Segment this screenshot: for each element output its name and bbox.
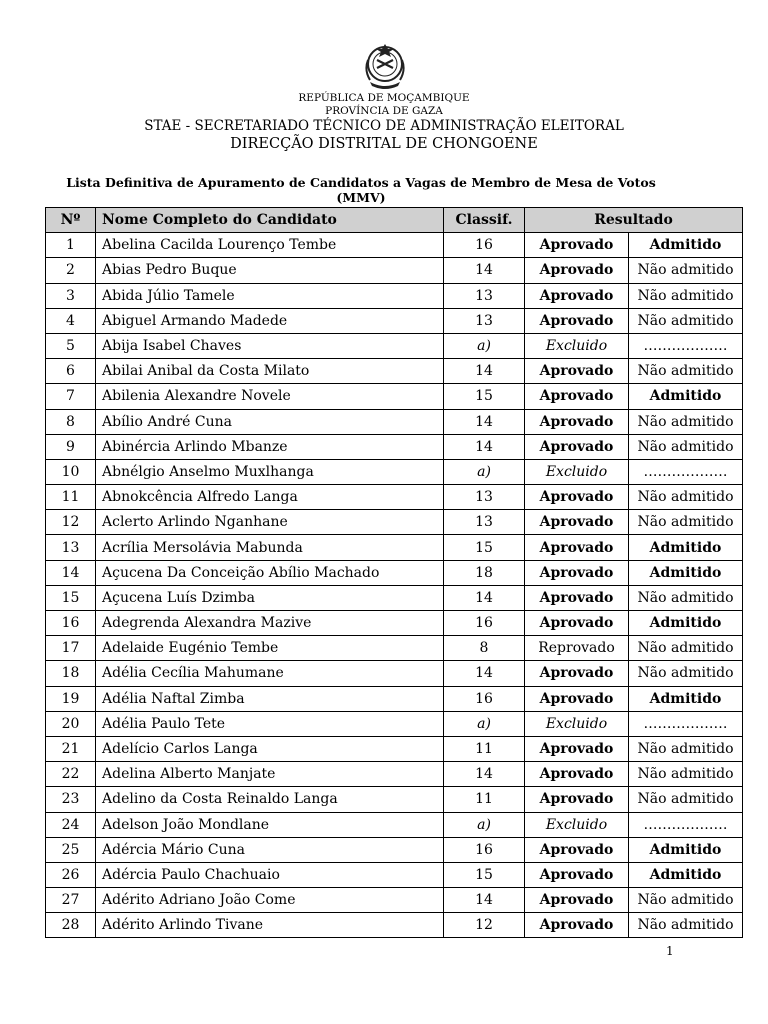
row-classification: 11 bbox=[444, 736, 525, 761]
row-number: 1 bbox=[46, 233, 96, 258]
row-number: 4 bbox=[46, 308, 96, 333]
row-result: Aprovado bbox=[525, 560, 629, 585]
row-name: Abiguel Armando Madede bbox=[96, 308, 444, 333]
row-admission: Não admitido bbox=[629, 359, 743, 384]
table-row bbox=[46, 711, 743, 736]
row-result: Aprovado bbox=[525, 736, 629, 761]
row-admission: Não admitido bbox=[629, 636, 743, 661]
row-result: Aprovado bbox=[525, 283, 629, 308]
row-name: Abílio André Cuna bbox=[96, 409, 444, 434]
row-classification: 11 bbox=[444, 787, 525, 812]
table-row bbox=[46, 333, 743, 358]
row-classification: 14 bbox=[444, 409, 525, 434]
col-header-name: Nome Completo do Candidato bbox=[96, 208, 444, 233]
table-row bbox=[46, 308, 743, 333]
row-admission: Não admitido bbox=[629, 409, 743, 434]
row-admission: ……………… bbox=[629, 459, 743, 484]
table-row bbox=[46, 585, 743, 610]
row-result: Aprovado bbox=[525, 837, 629, 862]
row-result: Aprovado bbox=[525, 258, 629, 283]
row-classification: 14 bbox=[444, 888, 525, 913]
row-name: Abnokcência Alfredo Langa bbox=[96, 485, 444, 510]
row-name: Adelaide Eugénio Tembe bbox=[96, 636, 444, 661]
row-name: Abelina Cacilda Lourenço Tembe bbox=[96, 233, 444, 258]
row-number: 17 bbox=[46, 636, 96, 661]
row-name: Abilai Anibal da Costa Milato bbox=[96, 359, 444, 384]
table-row bbox=[46, 762, 743, 787]
row-number: 14 bbox=[46, 560, 96, 585]
row-name: Adérito Adriano João Come bbox=[96, 888, 444, 913]
row-admission: Não admitido bbox=[629, 762, 743, 787]
row-name: Abida Júlio Tamele bbox=[96, 283, 444, 308]
row-number: 26 bbox=[46, 862, 96, 887]
table-row bbox=[46, 510, 743, 535]
row-admission: Não admitido bbox=[629, 308, 743, 333]
row-name: Aclerto Arlindo Nganhane bbox=[96, 510, 444, 535]
table-row bbox=[46, 787, 743, 812]
row-admission: Não admitido bbox=[629, 585, 743, 610]
row-name: Adélia Naftal Zimba bbox=[96, 686, 444, 711]
row-result: Aprovado bbox=[525, 862, 629, 887]
row-admission: ……………… bbox=[629, 812, 743, 837]
row-name: Acrília Mersolávia Mabunda bbox=[96, 535, 444, 560]
row-number: 22 bbox=[46, 762, 96, 787]
table-row bbox=[46, 837, 743, 862]
table-row bbox=[46, 434, 743, 459]
row-admission: Não admitido bbox=[629, 736, 743, 761]
row-admission: Não admitido bbox=[629, 510, 743, 535]
row-number: 9 bbox=[46, 434, 96, 459]
row-number: 8 bbox=[46, 409, 96, 434]
row-classification: 15 bbox=[444, 384, 525, 409]
row-result: Aprovado bbox=[525, 787, 629, 812]
header-directorate: DIRECÇÃO DISTRITAL DE CHONGOENE bbox=[230, 136, 538, 152]
row-classification: 12 bbox=[444, 913, 525, 938]
row-result: Aprovado bbox=[525, 308, 629, 333]
row-result: Reprovado bbox=[525, 636, 629, 661]
row-classification: 16 bbox=[444, 233, 525, 258]
table-row bbox=[46, 409, 743, 434]
row-result: Aprovado bbox=[525, 913, 629, 938]
row-name: Abilenia Alexandre Novele bbox=[96, 384, 444, 409]
row-number: 28 bbox=[46, 913, 96, 938]
row-classification: 14 bbox=[444, 762, 525, 787]
row-classification: 15 bbox=[444, 862, 525, 887]
table-row bbox=[46, 686, 743, 711]
row-name: Açucena Luís Dzimba bbox=[96, 585, 444, 610]
row-number: 3 bbox=[46, 283, 96, 308]
row-name: Adegrenda Alexandra Mazive bbox=[96, 611, 444, 636]
table-row bbox=[46, 258, 743, 283]
row-number: 12 bbox=[46, 510, 96, 535]
candidates-table bbox=[45, 207, 743, 938]
row-classification: 13 bbox=[444, 308, 525, 333]
row-result: Aprovado bbox=[525, 661, 629, 686]
row-result: Excluido bbox=[525, 333, 629, 358]
row-classification: 16 bbox=[444, 686, 525, 711]
col-header-result: Resultado bbox=[525, 208, 743, 233]
row-number: 11 bbox=[46, 485, 96, 510]
row-name: Adélia Cecília Mahumane bbox=[96, 661, 444, 686]
row-admission: ……………… bbox=[629, 333, 743, 358]
row-number: 13 bbox=[46, 535, 96, 560]
col-header-number: Nº bbox=[46, 208, 96, 233]
table-body bbox=[46, 233, 743, 938]
header-province: PROVÍNCIA DE GAZA bbox=[325, 105, 443, 117]
row-classification: a) bbox=[444, 711, 525, 736]
row-admission: Não admitido bbox=[629, 787, 743, 812]
row-classification: 16 bbox=[444, 611, 525, 636]
table-row bbox=[46, 283, 743, 308]
table-row bbox=[46, 661, 743, 686]
row-admission: Não admitido bbox=[629, 661, 743, 686]
row-classification: 18 bbox=[444, 560, 525, 585]
row-admission: Admitido bbox=[629, 535, 743, 560]
table-row bbox=[46, 736, 743, 761]
row-classification: 16 bbox=[444, 837, 525, 862]
row-admission: Não admitido bbox=[629, 283, 743, 308]
row-result: Aprovado bbox=[525, 409, 629, 434]
row-number: 27 bbox=[46, 888, 96, 913]
row-result: Aprovado bbox=[525, 233, 629, 258]
table-row bbox=[46, 359, 743, 384]
row-name: Adérito Arlindo Tivane bbox=[96, 913, 444, 938]
national-emblem-icon bbox=[358, 40, 412, 92]
row-admission: Admitido bbox=[629, 611, 743, 636]
row-name: Adércia Paulo Chachuaio bbox=[96, 862, 444, 887]
table-row bbox=[46, 888, 743, 913]
row-number: 2 bbox=[46, 258, 96, 283]
row-classification: 14 bbox=[444, 359, 525, 384]
table-row bbox=[46, 862, 743, 887]
page-number: 1 bbox=[666, 944, 674, 958]
row-result: Aprovado bbox=[525, 535, 629, 560]
col-header-classification: Classif. bbox=[444, 208, 525, 233]
table-row bbox=[46, 611, 743, 636]
row-classification: 14 bbox=[444, 434, 525, 459]
row-result: Aprovado bbox=[525, 359, 629, 384]
row-name: Adelício Carlos Langa bbox=[96, 736, 444, 761]
row-number: 25 bbox=[46, 837, 96, 862]
row-classification: 8 bbox=[444, 636, 525, 661]
row-classification: a) bbox=[444, 333, 525, 358]
row-admission: Não admitido bbox=[629, 888, 743, 913]
row-classification: 13 bbox=[444, 485, 525, 510]
row-name: Adelino da Costa Reinaldo Langa bbox=[96, 787, 444, 812]
row-result: Excluido bbox=[525, 459, 629, 484]
table-row bbox=[46, 636, 743, 661]
table-row bbox=[46, 535, 743, 560]
row-result: Aprovado bbox=[525, 686, 629, 711]
row-name: Abinércia Arlindo Mbanze bbox=[96, 434, 444, 459]
subtitle-line: (MMV) bbox=[336, 190, 386, 205]
row-result: Aprovado bbox=[525, 888, 629, 913]
row-name: Abija Isabel Chaves bbox=[96, 333, 444, 358]
row-admission: Não admitido bbox=[629, 485, 743, 510]
row-classification: a) bbox=[444, 459, 525, 484]
row-number: 18 bbox=[46, 661, 96, 686]
row-admission: Admitido bbox=[629, 686, 743, 711]
table-row bbox=[46, 913, 743, 938]
row-name: Adelina Alberto Manjate bbox=[96, 762, 444, 787]
header-stae: STAE - SECRETARIADO TÉCNICO DE ADMINISTRAÇÃO ELEITORAL bbox=[144, 118, 624, 134]
row-result: Aprovado bbox=[525, 585, 629, 610]
table-row bbox=[46, 233, 743, 258]
row-number: 6 bbox=[46, 359, 96, 384]
row-classification: 13 bbox=[444, 283, 525, 308]
row-name: Adércia Mário Cuna bbox=[96, 837, 444, 862]
row-number: 5 bbox=[46, 333, 96, 358]
row-classification: 15 bbox=[444, 535, 525, 560]
table-row bbox=[46, 812, 743, 837]
table-header-row bbox=[46, 208, 743, 233]
table-row bbox=[46, 384, 743, 409]
row-admission: Não admitido bbox=[629, 434, 743, 459]
row-admission: Não admitido bbox=[629, 913, 743, 938]
row-number: 15 bbox=[46, 585, 96, 610]
row-name: Adélia Paulo Tete bbox=[96, 711, 444, 736]
row-name: Açucena Da Conceição Abílio Machado bbox=[96, 560, 444, 585]
row-result: Aprovado bbox=[525, 485, 629, 510]
row-result: Aprovado bbox=[525, 510, 629, 535]
row-name: Abias Pedro Buque bbox=[96, 258, 444, 283]
table-row bbox=[46, 485, 743, 510]
row-admission: Admitido bbox=[629, 862, 743, 887]
row-result: Aprovado bbox=[525, 384, 629, 409]
row-admission: Admitido bbox=[629, 560, 743, 585]
row-admission: ……………… bbox=[629, 711, 743, 736]
row-number: 10 bbox=[46, 459, 96, 484]
row-admission: Admitido bbox=[629, 233, 743, 258]
row-number: 24 bbox=[46, 812, 96, 837]
row-result: Excluido bbox=[525, 812, 629, 837]
row-number: 21 bbox=[46, 736, 96, 761]
row-number: 20 bbox=[46, 711, 96, 736]
row-admission: Admitido bbox=[629, 384, 743, 409]
row-classification: a) bbox=[444, 812, 525, 837]
row-result: Excluido bbox=[525, 711, 629, 736]
table-row bbox=[46, 459, 743, 484]
row-result: Aprovado bbox=[525, 611, 629, 636]
row-classification: 13 bbox=[444, 510, 525, 535]
table-row bbox=[46, 560, 743, 585]
row-admission: Não admitido bbox=[629, 258, 743, 283]
row-classification: 14 bbox=[444, 661, 525, 686]
row-classification: 14 bbox=[444, 258, 525, 283]
document-title bbox=[48, 175, 674, 205]
row-number: 16 bbox=[46, 611, 96, 636]
row-number: 7 bbox=[46, 384, 96, 409]
header-republic: REPÚBLICA DE MOÇAMBIQUE bbox=[298, 92, 470, 104]
row-number: 19 bbox=[46, 686, 96, 711]
row-classification: 14 bbox=[444, 585, 525, 610]
row-result: Aprovado bbox=[525, 434, 629, 459]
title-line: Lista Definitiva de Apuramento de Candidatos a Vagas de Membro de Mesa de Votos bbox=[66, 175, 656, 190]
row-admission: Admitido bbox=[629, 837, 743, 862]
row-number: 23 bbox=[46, 787, 96, 812]
row-name: Adelson João Mondlane bbox=[96, 812, 444, 837]
row-name: Abnélgio Anselmo Muxlhanga bbox=[96, 459, 444, 484]
row-result: Aprovado bbox=[525, 762, 629, 787]
